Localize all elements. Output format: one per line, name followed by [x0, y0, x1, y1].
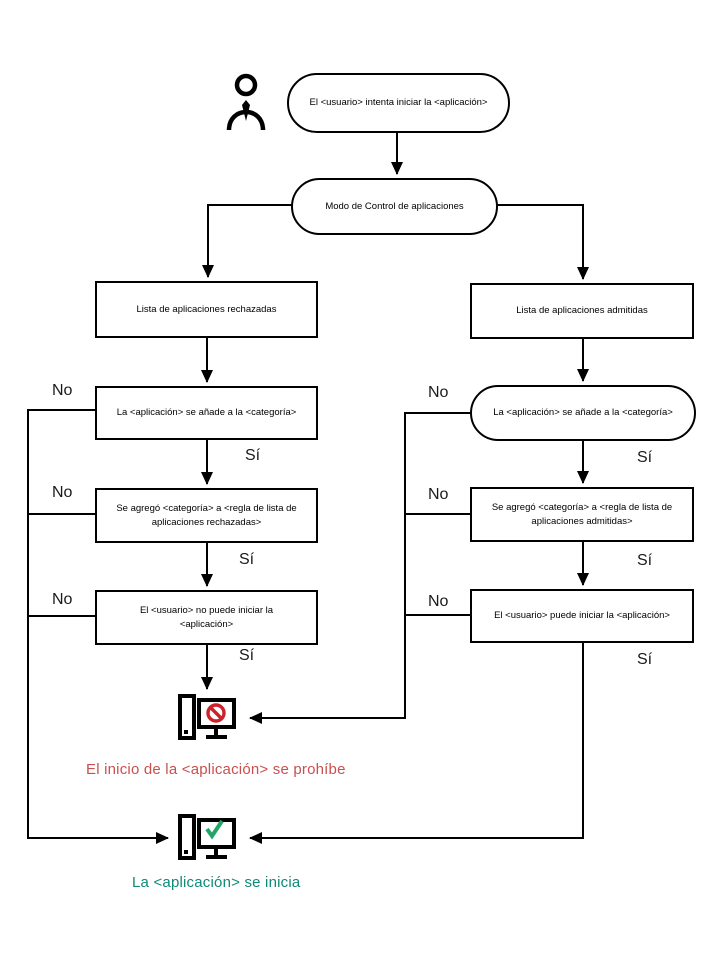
- node-label: La <aplicación> se añade a la <categoría>: [493, 407, 673, 419]
- edge-label-no: No: [52, 591, 73, 608]
- started-outcome-text: La <aplicación> se inicia: [132, 874, 301, 891]
- node-allow-rule: [470, 487, 694, 542]
- edge-no-rail-right: [250, 413, 472, 718]
- user-icon: [224, 73, 268, 131]
- edge-label-yes: Sí: [239, 647, 255, 664]
- node-label: Modo de Control de aplicaciones: [325, 200, 464, 212]
- edge-label-no: No: [428, 593, 449, 610]
- edge-label-yes: Sí: [239, 551, 255, 568]
- node-deny-rule: [95, 488, 318, 543]
- node-deny-result: [95, 590, 318, 645]
- edge-label-yes: Sí: [637, 552, 653, 569]
- node-allow-result: [470, 589, 694, 643]
- node-label: Lista de aplicaciones rechazadas: [136, 303, 277, 315]
- node-denylist: [95, 281, 318, 338]
- node-label: El <usuario> no puede iniciar la <aplicación>: [139, 604, 274, 630]
- edge-label-no: No: [52, 484, 73, 501]
- edge-allow-result-started: [250, 643, 583, 838]
- node-deny-category: [95, 386, 318, 440]
- node-mode: [291, 178, 498, 235]
- blocked-outcome-text: El inicio de la <aplicación> se prohíbe: [86, 761, 346, 778]
- edge-label-no: No: [428, 486, 449, 503]
- node-label: El <usuario> puede iniciar la <aplicación>: [494, 610, 670, 622]
- edge-label-no: No: [52, 382, 73, 399]
- computer-blocked-icon: [176, 693, 236, 745]
- node-label: Lista de aplicaciones admitidas: [516, 305, 648, 317]
- edge-mode-denylist: [208, 205, 292, 277]
- node-label: Se agregó <categoría> a <regla de lista de aplicaciones admitidas>: [491, 501, 673, 527]
- edge-label-yes: Sí: [245, 447, 261, 464]
- node-start: [287, 73, 510, 133]
- node-label: La <aplicación> se añade a la <categoría>: [116, 407, 297, 419]
- node-label: Se agregó <categoría> a <regla de lista de aplicaciones rechazadas>: [116, 502, 297, 528]
- node-label: El <usuario> intenta iniciar la <aplicación>: [309, 97, 488, 109]
- edge-label-yes: Sí: [637, 449, 653, 466]
- edge-label-no: No: [428, 384, 449, 401]
- edge-mode-allowlist: [497, 205, 583, 279]
- node-allow-category: [470, 385, 696, 441]
- computer-check-icon: [176, 813, 236, 865]
- edge-label-yes: Sí: [637, 651, 653, 668]
- node-allowlist: [470, 283, 694, 339]
